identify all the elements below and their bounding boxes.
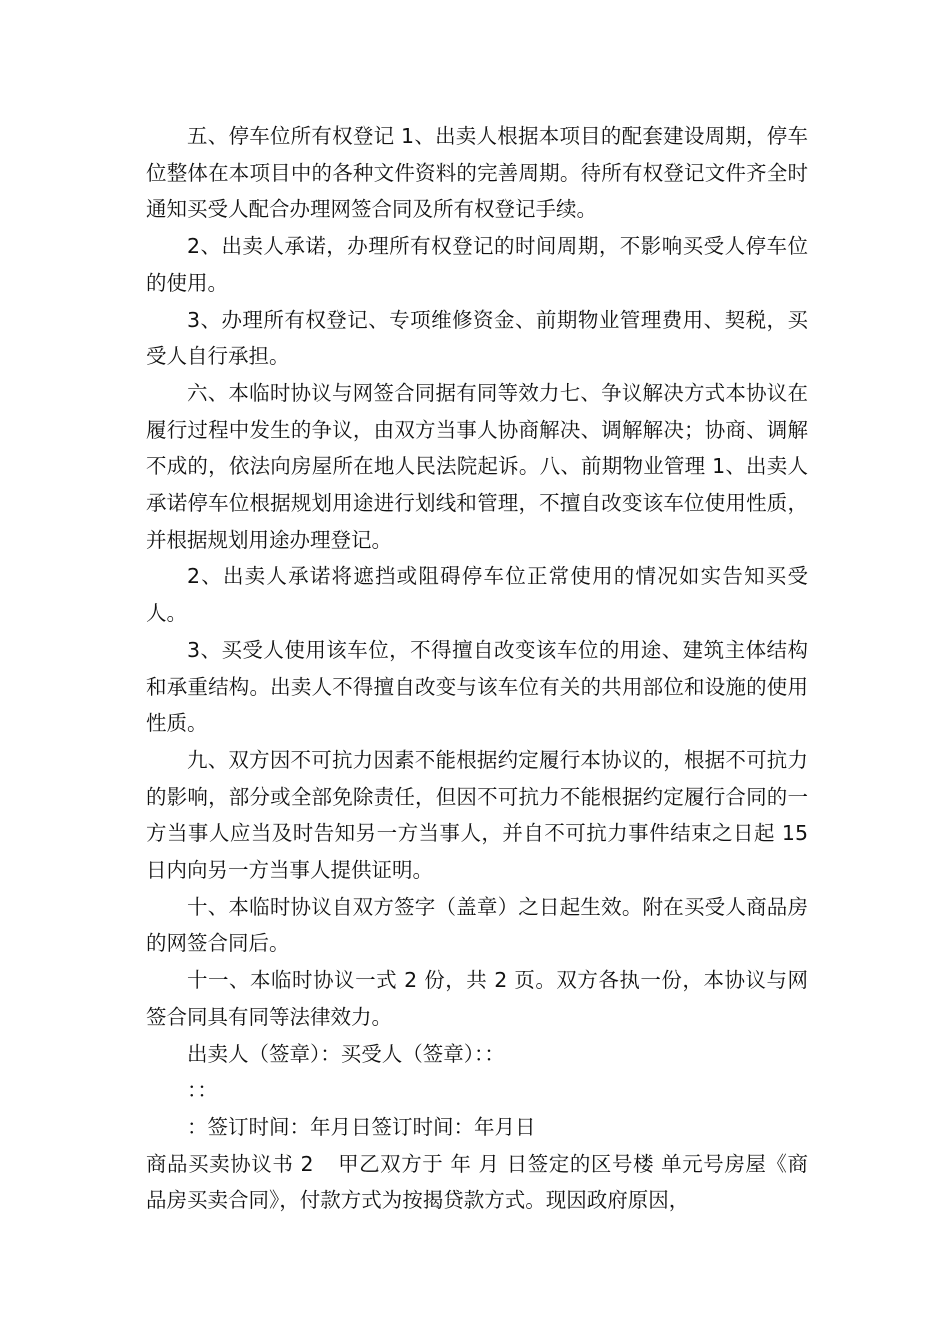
- next-agreement-start: [146, 1146, 808, 1219]
- date-line: ：签订时间：年月日签订时间：年月日: [187, 1114, 536, 1139]
- paragraph-usage-restrictions: 3、买受人使用该车位，不得擅自改变该车位的用途、建筑主体结构和承重结构。出卖人不得擅自改变与该车位有关的共用部位和设施的使用性质。: [146, 637, 808, 736]
- paragraph-force-majeure: 九、双方因不可抗力因素不能根据约定履行本协议的，根据不可抗力的影响，部分或全部免除责任，但因不可抗力不能根据约定履行合同的一方当事人应当及时告知另一方当事人，并自不可抗力事件结束之日起 15 日内向另一方当事人提供证明。: [146, 747, 808, 883]
- paragraph-effective-date: 十、本临时协议自双方签字（盖章）之日起生效。附在买受人商品房的网签合同后。: [146, 894, 808, 956]
- next-agreement-body: 甲乙双方于 年 月 日签定的区号楼 单元号房屋《商品房买卖合同》，付款方式为按揭贷款方式。现因政府原因，: [146, 1151, 808, 1213]
- colon-line: ：：: [187, 1078, 218, 1103]
- paragraph-parking-registration: 五、停车位所有权登记 1、出卖人根据本项目的配套建设周期，停车位整体在本项目中的各种文件资料的完善周期。待所有权登记文件齐全时通知买受人配合办理网签合同及所有权登记手续。: [146, 124, 808, 222]
- paragraph-registration-period: 2、出卖人承诺，办理所有权登记的时间周期，不影响买受人停车位的使用。: [146, 234, 808, 295]
- paragraph-obstruction-notice: 2、出卖人承诺将遮挡或阻碍停车位正常使用的情况如实告知买受人。: [146, 564, 808, 626]
- paragraph-fees: 3、办理所有权登记、专项维修资金、前期物业管理费用、契税，买受人自行承担。: [146, 307, 808, 369]
- document-body: [146, 118, 808, 1219]
- next-agreement-title: 商品买卖协议书 2: [146, 1151, 314, 1176]
- paragraph-dispute-resolution: 六、本临时协议与网签合同据有同等效力七、争议解决方式本协议在履行过程中发生的争议，由双方当事人协商解决、调解解决；协商、调解不成的，依法向房屋所在地人民法院起诉。八、前期物业管理 1、出卖人承诺停车位根据规划用途进行划线和管理，不擅自改变该车位使用性质，并根据规划用途办理登记。: [146, 380, 808, 552]
- paragraph-copies: 十一、本临时协议一式 2 份，共 2 页。双方各执一份，本协议与网签合同具有同等法律效力。: [146, 968, 808, 1029]
- signature-line: 出卖人（签章）：买受人（签章）：：: [187, 1041, 505, 1066]
